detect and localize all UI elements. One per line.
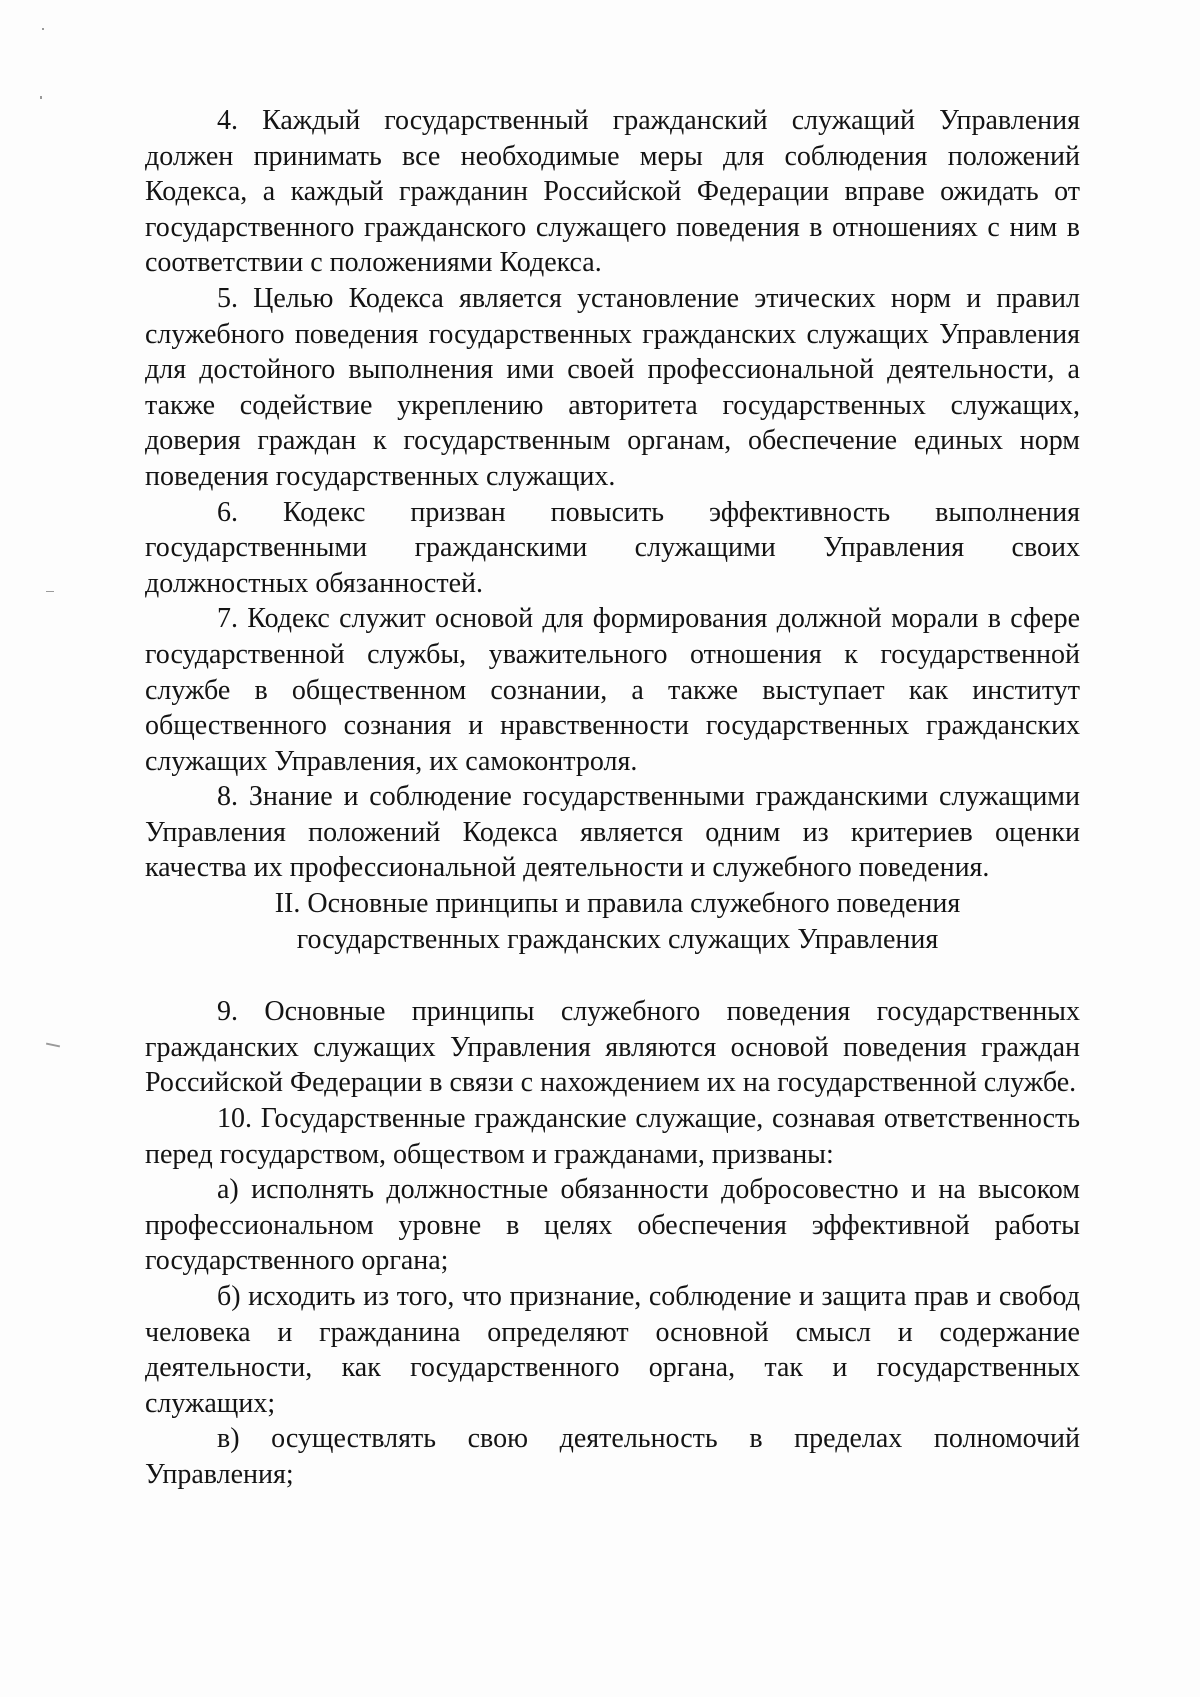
section-heading [145, 886, 1080, 957]
document-body [145, 103, 1080, 1493]
section-heading-line-1: II. Основные принципы и правила служебного поведения [274, 888, 961, 920]
paragraph-9: 9. Основные принципы служебного поведения государственных гражданских служащих Управления являются основой поведения граждан Российской Федерации в связи с нахождением их на государственной службе. [145, 996, 1080, 1099]
paragraph-8: 8. Знание и соблюдение государственными гражданскими служащими Управления положений Кодекса является одним из критериев оценки качества их профессиональной деятельности и служебного поведения. [145, 781, 1080, 884]
list-item-c: в) осуществлять свою деятельность в пределах полномочий Управления; [145, 1423, 1080, 1490]
paragraph-10: 10. Государственные гражданские служащие, сознавая ответственность перед государством, обществом и гражданами, призваны: [145, 1103, 1080, 1170]
section-heading-line-2: государственных гражданских служащих Управления [296, 923, 939, 955]
scan-speck [46, 1043, 60, 1048]
scan-speck [46, 591, 54, 592]
list-item-a: а) исполнять должностные обязанности добросовестно и на высоком профессиональном уровне в целях обеспечения эффективной работы государственного органа; [145, 1174, 1080, 1277]
scan-speck [40, 96, 42, 99]
paragraph-7: 7. Кодекс служит основой для формирования должной морали в сфере государственной службы, уважительного отношения к государственной службе в общественном сознании, а также выступает как институт общественного сознания и нравственности государственных гражданских служащих Управления, их самоконтроля. [145, 603, 1080, 777]
list-item-b: б) исходить из того, что признание, соблюдение и защита прав и свобод человека и гражданина определяют основной смысл и содержание деятельности, как государственного органа, так и государственных служащих; [145, 1281, 1080, 1419]
paragraph-6: 6. Кодекс призван повысить эффективность выполнения государственными гражданскими служащими Управления своих должностных обязанностей. [145, 496, 1080, 599]
paragraph-5: 5. Целью Кодекса является установление этических норм и правил служебного поведения государственных гражданских служащих Управления для достойного выполнения ими своей профессиональной деятельности, а также содействие укреплению авторитета государственных служащих, доверия граждан к государственным органам, обеспечение единых норм поведения государственных служащих. [145, 282, 1080, 492]
paragraph-4: 4. Каждый государственный гражданский служащий Управления должен принимать все необходимые меры для соблюдения положений Кодекса, а каждый гражданин Российской Федерации вправе ожидать от государственного гражданского служащего поведения в отношениях с ним в соответствии с положениями Кодекса. [145, 105, 1080, 279]
scan-speck [42, 28, 44, 30]
